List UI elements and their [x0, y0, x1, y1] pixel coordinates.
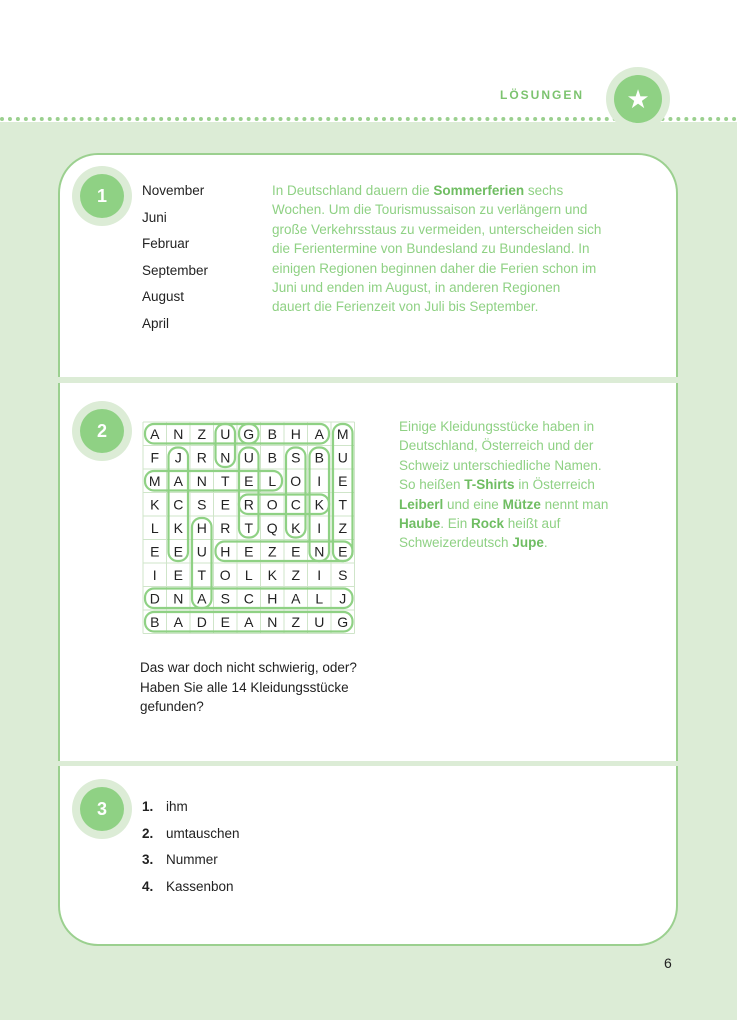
grid-letter: A	[244, 613, 254, 630]
grid-letter: N	[220, 449, 231, 466]
grid-letter: I	[317, 519, 322, 536]
grid-letter: L	[315, 590, 324, 607]
text-run: In Deutschland dauern die	[272, 183, 434, 198]
text-run: sechs Wochen. Um die Tourismussaison zu verlängern und große Verkehrsstaus zu vermeiden, unterscheiden sich die Ferientermine von Bundesland zu Bundesland. In einigen Regionen beginnen daher die Ferien schon im Juni und enden im August, in anderen Regionen dauert die Ferienzeit von Juli bis September.	[272, 183, 602, 315]
grid-letter: M	[148, 472, 161, 489]
grid-letter: A	[314, 425, 324, 442]
grid-letter: E	[173, 543, 183, 560]
grid-letter: Z	[291, 613, 301, 630]
grid-letter: C	[243, 590, 254, 607]
grid-letter: O	[219, 566, 231, 583]
text-run: in Österreich	[514, 477, 595, 493]
grid-letter: N	[173, 590, 184, 607]
answer-text: umtauschen	[166, 825, 240, 841]
answer-item	[142, 878, 240, 905]
grid-letter: I	[317, 566, 322, 583]
grid-letter: S	[291, 449, 301, 466]
answer-list	[142, 798, 240, 904]
highlight-term: T-Shirts	[464, 477, 515, 493]
answer-text: ihm	[166, 799, 188, 814]
grid-letter: A	[173, 472, 183, 489]
month-item: Juni	[142, 209, 167, 225]
highlight-term: Leiberl	[399, 496, 444, 512]
grid-letter: C	[290, 496, 301, 513]
grid-letter: B	[267, 449, 277, 466]
answer-item	[142, 798, 240, 825]
grid-letter: B	[267, 425, 277, 442]
answer-number: 1.	[142, 799, 154, 814]
answer-text: Nummer	[166, 852, 218, 867]
word-search-svg	[140, 421, 358, 637]
exercise-2-question: Das war doch nicht schwierig, oder? Haben Sie alle 14 Kleidungsstücke gefunden?	[140, 660, 357, 714]
exercise-2-number: 2	[80, 409, 124, 453]
grid-letter: O	[266, 496, 278, 513]
grid-letter: Z	[338, 519, 348, 536]
answer-item	[142, 825, 240, 852]
grid-letter: A	[150, 425, 160, 442]
grid-letter: K	[173, 519, 183, 536]
month-item: Februar	[142, 236, 190, 252]
exercise-1-info-text	[272, 181, 602, 317]
highlight-term: Rock	[471, 516, 505, 532]
grid-letter: E	[173, 566, 183, 583]
grid-letter: A	[173, 613, 183, 630]
grid-letter: T	[197, 566, 207, 583]
exercise-1-number: 1	[80, 174, 124, 218]
exercise-3-number: 3	[80, 787, 124, 831]
answer-number: 2.	[142, 825, 154, 841]
grid-letter: Q	[266, 519, 278, 536]
exercise-2-badge	[72, 401, 132, 461]
grid-letter: H	[267, 590, 278, 607]
grid-letter: J	[339, 590, 347, 607]
grid-letter: Z	[267, 543, 277, 560]
grid-letter: U	[314, 613, 325, 630]
answer-text: Kassenbon	[166, 878, 234, 894]
highlight-term: Haube	[399, 516, 441, 532]
word-search-grid	[140, 421, 358, 637]
grid-letter: G	[337, 613, 349, 630]
grid-letter: N	[196, 472, 207, 489]
grid-letter: S	[338, 566, 348, 583]
answer-number: 4.	[142, 878, 154, 894]
grid-letter: E	[244, 543, 254, 560]
grid-letter: N	[267, 613, 278, 630]
month-item: November	[142, 183, 205, 198]
grid-letter: J	[174, 449, 182, 466]
grid-letter: A	[197, 590, 207, 607]
grid-letter: S	[197, 496, 207, 513]
exercise-1-badge	[72, 166, 132, 226]
star-icon: ★	[614, 75, 662, 123]
grid-letter: E	[244, 472, 254, 489]
grid-letter: D	[196, 613, 207, 630]
answer-item	[142, 851, 240, 878]
grid-letter: T	[244, 519, 254, 536]
text-run: .	[543, 535, 548, 551]
text-run: . Ein	[440, 516, 472, 532]
answer-number: 3.	[142, 852, 154, 867]
grid-letter: H	[220, 543, 231, 560]
grid-letter: U	[243, 449, 254, 466]
grid-letter: N	[314, 543, 325, 560]
grid-letter: E	[220, 613, 230, 630]
grid-letter: R	[196, 449, 207, 466]
grid-letter: L	[268, 472, 277, 489]
grid-letter: D	[149, 590, 160, 607]
grid-letter: B	[314, 449, 324, 466]
grid-letter: K	[314, 496, 324, 513]
grid-letter: A	[291, 590, 301, 607]
grid-letter: E	[338, 543, 348, 560]
grid-letter: M	[336, 425, 349, 442]
grid-letter: R	[243, 496, 254, 513]
grid-letter: L	[244, 566, 253, 583]
text-run: Einige Kleidungsstücke haben in Deutschland, Österreich und der Schweiz unterschiedliche Namen. So heißen	[399, 419, 602, 493]
grid-letter: F	[150, 449, 160, 466]
grid-letter: K	[150, 496, 160, 513]
grid-letter: E	[338, 472, 348, 489]
exercise-3-badge	[72, 779, 132, 839]
text-run: nennt man	[540, 496, 609, 512]
grid-letter: G	[243, 425, 255, 442]
section-title: LÖSUNGEN	[499, 88, 584, 102]
month-item: August	[142, 289, 185, 305]
month-item: September	[142, 262, 209, 278]
grid-letter: E	[220, 496, 230, 513]
highlight-term: Sommerferien	[433, 183, 525, 198]
month-list	[142, 182, 208, 342]
grid-letter: B	[150, 613, 160, 630]
grid-letter: O	[290, 472, 302, 489]
grid-letter: U	[220, 425, 231, 442]
grid-letter: I	[317, 472, 322, 489]
grid-letter: R	[220, 519, 231, 536]
grid-letter: I	[152, 566, 157, 583]
grid-letter: E	[291, 543, 301, 560]
grid-letter: H	[290, 425, 301, 442]
grid-letter: T	[338, 496, 348, 513]
text-run: und eine	[443, 496, 503, 512]
grid-letter: H	[196, 519, 207, 536]
grid-letter: L	[150, 519, 159, 536]
grid-letter: N	[173, 425, 184, 442]
grid-letter: U	[196, 543, 207, 560]
grid-letter: Z	[197, 425, 207, 442]
page-number: 6	[664, 955, 672, 971]
grid-letter: T	[220, 472, 230, 489]
text-run: heißt auf Schweizerdeutsch	[399, 516, 561, 551]
grid-letter: Z	[291, 566, 301, 583]
star-badge	[606, 67, 670, 131]
highlight-term: Mütze	[502, 496, 541, 512]
grid-letter: E	[150, 543, 160, 560]
highlight-term: Jupe	[512, 535, 544, 551]
grid-letter: K	[291, 519, 301, 536]
grid-letter: U	[337, 449, 348, 466]
grid-letter: C	[173, 496, 184, 513]
exercise-2-info-text	[399, 417, 614, 553]
grid-letter: K	[267, 566, 277, 583]
month-item: April	[142, 315, 170, 331]
grid-letter: S	[220, 590, 230, 607]
